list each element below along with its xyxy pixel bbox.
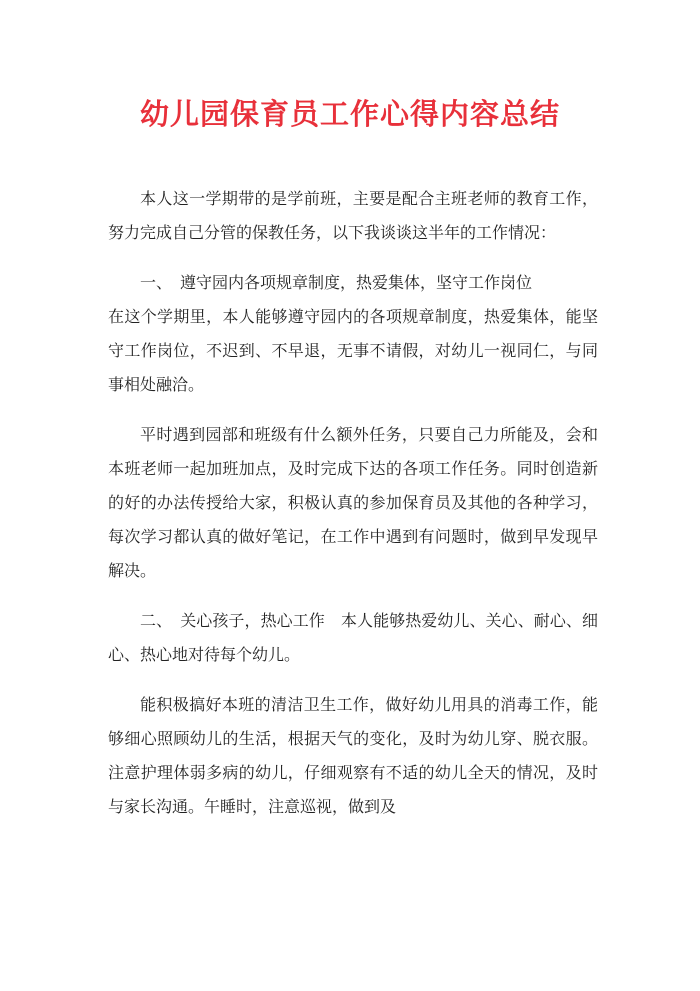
document-body <box>108 182 598 840</box>
section-heading-1: 一、 遵守园内各项规章制度，热爱集体，坚守工作岗位 <box>140 273 533 292</box>
paragraph-section-1-body: 在这个学期里，本人能够遵守园内的各项规章制度，热爱集体，能坚守工作岗位，不迟到、不早退，无事不请假，对幼儿一视同仁，与同事相处融洽。 <box>108 307 598 394</box>
paragraph-hygiene: 能积极搞好本班的清洁卫生工作，做好幼儿用具的消毒工作，能够细心照顾幼儿的生活，根据天气的变化，及时为幼儿穿、脱衣服。注意护理体弱多病的幼儿，仔细观察有不适的幼儿全天的情况，及时与家长沟通。午睡时，注意巡视，做到及 <box>108 695 598 816</box>
document-title: 幼儿园保育员工作心得内容总结 <box>139 97 560 131</box>
paragraph-extra-tasks: 平时遇到园部和班级有什么额外任务，只要自己力所能及，会和本班老师一起加班加点，及时完成下达的各项工作任务。同时创造新的好的办法传授给大家，积极认真的参加保育员及其他的各种学习，每次学习都认真的做好笔记，在工作中遇到有问题时，做到早发现早解决。 <box>108 425 598 580</box>
paragraph-intro: 本人这一学期带的是学前班，主要是配合主班老师的教育工作，努力完成自己分管的保教任务，以下我谈谈这半年的工作情况： <box>108 189 598 242</box>
section-heading-2: 二、 关心孩子，热心工作 本人能够热爱幼儿、关心、耐心、细心、热心地对待每个幼儿。 <box>108 611 598 664</box>
